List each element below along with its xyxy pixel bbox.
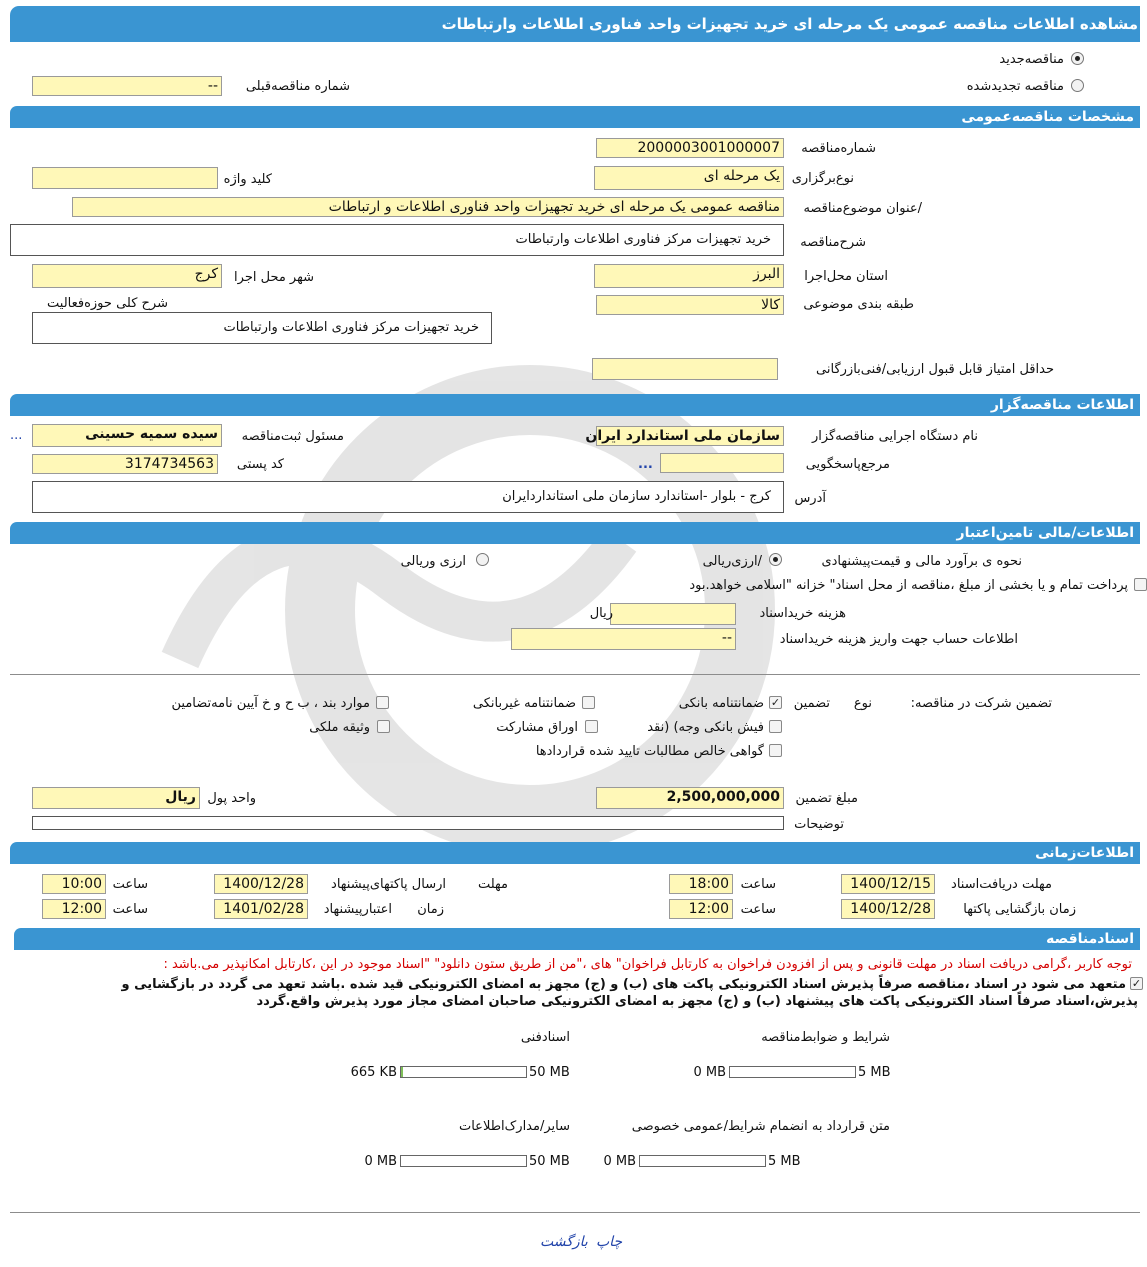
address-label: آدرس — [794, 491, 826, 506]
bank-guarantee-checkbox[interactable]: ✓ — [770, 696, 781, 709]
submit-time-label: ساعت — [112, 877, 148, 892]
account-field[interactable]: -- — [511, 628, 736, 650]
doc-fee-label: هزینه خریداسناد — [759, 606, 846, 621]
doc-other-size: 0 MB — [364, 1154, 397, 1169]
new-tender-label: مناقصه‌جدید — [999, 52, 1064, 67]
city-field[interactable]: کرج — [32, 264, 222, 288]
opening-label: زمان بازگشایی پاکتها — [963, 902, 1076, 917]
doc-technical-progress — [400, 1066, 527, 1078]
divider — [10, 674, 1140, 675]
submit-time[interactable]: 10:00 — [42, 874, 106, 894]
doc-contract-progress — [639, 1155, 766, 1167]
desc-label: شرح‌مناقصه — [800, 235, 866, 250]
financial-section-header: اطلاعات/مالی تامین‌اعتبار — [10, 522, 1140, 544]
reference-more-link[interactable]: ... — [638, 457, 653, 472]
fx-label: ارزی وریالی — [400, 554, 466, 569]
type-label: نوع‌برگزاری — [791, 171, 854, 186]
validity-time[interactable]: 12:00 — [42, 899, 106, 919]
keyword-label: کلید واژه — [223, 172, 272, 187]
doc-terms-size: 0 MB — [693, 1065, 726, 1080]
doc-fee-field[interactable] — [610, 603, 736, 625]
rial-radio[interactable] — [769, 553, 782, 566]
validity-date[interactable]: 1401/02/28 — [214, 899, 308, 919]
submit-label-1: مهلت — [477, 877, 508, 892]
clause-label: موارد بند ، ب ح و خ آیین نامه‌تضامین — [171, 696, 370, 711]
renewed-tender-radio[interactable] — [1071, 79, 1084, 92]
province-field[interactable]: البرز — [594, 264, 784, 288]
bank-guarantee-label: ضمانتنامه بانکی — [678, 696, 764, 711]
prev-number-field[interactable]: -- — [32, 76, 222, 96]
notes-label: توضیحات — [794, 817, 844, 832]
doc-deadline-time-label: ساعت — [740, 877, 776, 892]
notes-field[interactable] — [32, 816, 784, 830]
validity-label-2: اعتبارپیشنهاد — [323, 902, 392, 917]
documents-warning: توجه کاربر ،گرامی دریافت اسناد در مهلت قانونی و پس از افزودن فراخوان به کارتابل فراخوان" های ،"من از طریق ستون دانلود" "اسناد موجود در این ،کارتابل امکانپذیر می.باشد : — [163, 957, 1132, 972]
currency-field[interactable]: ریال — [32, 787, 200, 809]
amount-field[interactable]: 2,500,000,000 — [596, 787, 784, 809]
validity-time-label: ساعت — [112, 902, 148, 917]
commitment-line-1: متعهد می شود در اسناد ،مناقصه صرفاً پذیرش اسناد الکترونیکی پاکت های (ب) و (ج) مجهز به امضای الکترونیکی قید شده .باشد تعهد می گردد در بازگشایی و — [121, 977, 1126, 992]
doc-terms-progress — [729, 1066, 856, 1078]
doc-other-label: سایر/مدارک‌اطلاعات — [458, 1119, 570, 1134]
category-field[interactable]: کالا — [596, 295, 784, 315]
fx-radio[interactable] — [476, 553, 489, 566]
doc-contract-size: 0 MB — [603, 1154, 636, 1169]
address-field[interactable]: کرج - بلوار -استاندارد سازمان ملی استانداردایران — [32, 481, 784, 513]
certificate-label: گواهی خالص مطالبات تایید شده قراردادها — [535, 744, 764, 759]
property-checkbox[interactable] — [377, 720, 390, 733]
agency-label: نام دستگاه اجرایی مناقصه‌گزار — [811, 429, 978, 444]
submit-label-2: ارسال پاکتهای‌پیشنهاد — [331, 877, 446, 892]
back-link[interactable]: بازگشت — [540, 1234, 588, 1250]
opening-date[interactable]: 1400/12/28 — [841, 899, 935, 919]
postal-label: کد پستی — [236, 457, 284, 472]
min-score-field[interactable] — [592, 358, 778, 380]
property-label: وثیقه ملکی — [309, 720, 370, 735]
certificate-checkbox[interactable] — [769, 744, 782, 757]
currency-label: واحد پول — [207, 791, 256, 806]
payment-checkbox[interactable] — [1134, 578, 1147, 591]
validity-label-1: زمان — [417, 902, 444, 917]
doc-contract-label: متن قرارداد به انضمام شرایط/عمومی خصوصی — [631, 1119, 890, 1134]
clause-checkbox[interactable] — [376, 696, 389, 709]
doc-terms-max: 5 MB — [858, 1065, 891, 1080]
footer-divider — [10, 1212, 1140, 1213]
type-field[interactable]: یک مرحله ای — [594, 166, 784, 190]
commitment-checkbox[interactable]: ✓ — [1131, 977, 1142, 990]
min-score-label: حداقل امتیاز قابل قبول ارزیابی/فنی‌بازرگانی — [816, 362, 1054, 377]
rial-label: /ارزی‌ریالی — [702, 554, 762, 569]
payment-note: پرداخت تمام و یا بخشی از مبلغ ،مناقصه از محل اسناد" خزانه "اسلامی خواهد.بود — [689, 578, 1128, 593]
doc-terms-label: شرایط و ضوابط‌مناقصه — [761, 1030, 890, 1045]
estimate-label: نحوه ی برآورد مالی و قیمت‌پیشنهادی — [821, 554, 1022, 569]
number-label: شماره‌مناقصه — [801, 141, 876, 156]
prev-number-label: شماره مناقصه‌قبلی — [245, 79, 350, 94]
subject-field[interactable]: مناقصه عمومی یک مرحله ای خرید تجهیزات واحد فناوری اطلاعات و ارتباطات — [72, 197, 784, 217]
submit-date[interactable]: 1400/12/28 — [214, 874, 308, 894]
organizer-section-header: اطلاعات مناقصه‌گزار — [10, 394, 1140, 416]
number-field[interactable]: 2000003001000007 — [596, 138, 784, 158]
keyword-field[interactable] — [32, 167, 218, 189]
guarantee-label: تضمین شرکت در مناقصه: — [910, 696, 1052, 711]
doc-contract-max: 5 MB — [768, 1154, 801, 1169]
reference-field[interactable] — [660, 453, 784, 473]
bank-receipt-label: فیش بانکی وجه) (نقد — [647, 720, 764, 735]
guarantee-type-label: نوع — [853, 696, 872, 711]
officer-label: مسئول ثبت‌مناقصه — [241, 429, 344, 444]
doc-technical-label: اسنادفنی — [520, 1030, 570, 1045]
amount-label: مبلغ تضمین — [795, 791, 858, 806]
timing-section-header: اطلاعات‌زمانی — [10, 842, 1140, 864]
opening-time[interactable]: 12:00 — [669, 899, 733, 919]
nonbank-guarantee-checkbox[interactable] — [582, 696, 595, 709]
print-link[interactable]: چاپ — [596, 1234, 623, 1250]
doc-other-progress — [400, 1155, 527, 1167]
agency-field[interactable]: سازمان ملی استاندارد ایران — [596, 426, 784, 446]
new-tender-radio[interactable] — [1071, 52, 1084, 65]
nonbank-guarantee-label: ضمانتنامه غیربانکی — [472, 696, 576, 711]
province-label: استان محل‌اجرا — [804, 269, 888, 284]
doc-deadline-time[interactable]: 18:00 — [669, 874, 733, 894]
category-label: طبقه بندی موضوعی — [803, 297, 914, 312]
bonds-label: اوراق مشارکت — [496, 720, 578, 735]
renewed-tender-label: مناقصه تجدیدشده — [966, 79, 1064, 94]
commitment-line-2: پذیرش،اسناد صرفاً اسناد الکترونیکی پاکت های پیشنهاد (ب) و (ج) مجهز به امضای الکترونیکی صاحبان امضای مجاز مورد پذیرش واقع.گردد — [256, 994, 1138, 1009]
doc-other-max: 50 MB — [529, 1154, 570, 1169]
account-label: اطلاعات حساب جهت واریز هزینه خریداسناد — [779, 632, 1018, 647]
scope-field[interactable]: خرید تجهیزات مرکز فناوری اطلاعات وارتباطات — [32, 312, 492, 344]
desc-field[interactable]: خرید تجهیزات مرکز فناوری اطلاعات وارتباطات — [10, 224, 784, 256]
scope-label: شرح کلی حوزه‌فعالیت — [47, 296, 168, 311]
general-section-header: مشخصات مناقصه‌عمومی — [10, 106, 1140, 128]
officer-field[interactable]: سیده سمیه حسینی — [32, 424, 222, 447]
doc-technical-max: 50 MB — [529, 1065, 570, 1080]
doc-deadline-date[interactable]: 1400/12/15 — [841, 874, 935, 894]
doc-technical-size: 665 KB — [350, 1065, 397, 1080]
bonds-checkbox[interactable] — [585, 720, 598, 733]
documents-section-header: اسنادمناقصه — [14, 928, 1140, 950]
doc-fee-unit: ریال — [589, 606, 613, 621]
reference-label: مرجع‌پاسخگویی — [805, 457, 890, 472]
doc-deadline-label: مهلت دریافت‌اسناد — [951, 877, 1052, 892]
page-title: مشاهده اطلاعات مناقصه عمومی یک مرحله ای خرید تجهیزات واحد فناوری اطلاعات وارتباطات — [10, 6, 1140, 42]
postal-field[interactable]: 3174734563 — [32, 454, 218, 474]
subject-label: /عنوان موضوع‌مناقصه — [803, 201, 922, 216]
officer-more-link[interactable]: ... — [10, 428, 23, 443]
city-label: شهر محل اجرا — [234, 270, 314, 285]
guarantee-tazmin-label: تضمین — [793, 696, 830, 711]
opening-time-label: ساعت — [740, 902, 776, 917]
bank-receipt-checkbox[interactable] — [769, 720, 782, 733]
